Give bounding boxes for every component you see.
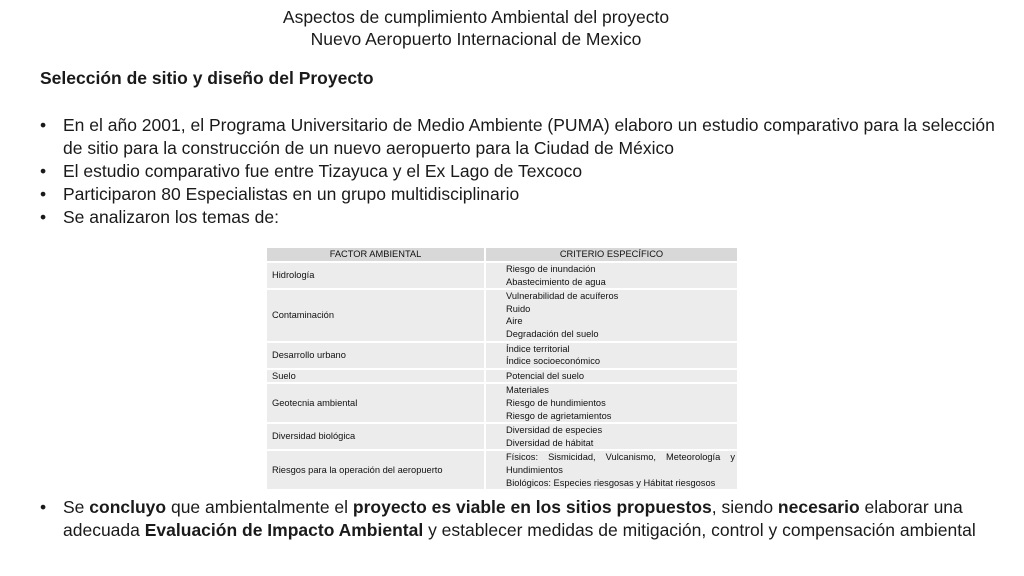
criteria-cell — [485, 450, 738, 490]
conclusion-text: que ambientalmente el — [166, 497, 353, 517]
criterion: Aire — [506, 316, 523, 327]
factor-cell: Suelo — [266, 369, 485, 384]
environmental-factors-table — [265, 246, 739, 491]
bullet-item: • En el año 2001, el Programa Universitario de Medio Ambiente (PUMA) elaboro un estudio comparativo para la selección de sitio para la construcción de un nuevo aeropuerto para la Ciudad de México — [40, 114, 1000, 160]
criteria-cell — [485, 383, 738, 423]
bullet-item: • El estudio comparativo fue entre Tizayuca y el Ex Lago de Texcoco — [40, 160, 1000, 183]
conclusion-bold: Evaluación de Impacto Ambiental — [144, 520, 424, 540]
criterion: Vulnerabilidad de acuíferos — [506, 291, 619, 302]
title-line-1: Aspectos de cumplimiento Ambiental del proyecto — [282, 7, 670, 27]
table-row — [266, 383, 738, 423]
criterion: Diversidad de especies — [506, 425, 603, 436]
criterion: Abastecimiento de agua — [506, 276, 606, 287]
criterion: Riesgo de inundación — [506, 264, 596, 274]
criteria-cell — [485, 289, 738, 341]
bullet-list — [40, 114, 1000, 229]
table-row — [266, 450, 738, 490]
criterion: Diversidad de hábitat — [506, 437, 594, 448]
conclusion-text: Se — [63, 497, 90, 517]
header-factor: FACTOR AMBIENTAL — [266, 247, 485, 262]
slide-title — [0, 6, 952, 50]
criteria-cell — [485, 262, 738, 289]
section-heading: Selección de sitio y diseño del Proyecto — [40, 68, 374, 88]
bullet-item: • Participaron 80 Especialistas en un grupo multidisciplinario — [40, 183, 1000, 206]
factor-cell: Geotecnia ambiental — [266, 383, 485, 423]
conclusion-bold: necesario — [777, 497, 860, 517]
criterion: Biológicos: Especies riesgosas y Hábitat riesgosos — [506, 477, 716, 488]
criterion: Potencial del suelo — [506, 370, 585, 381]
table-row — [266, 262, 738, 289]
conclusion-list — [40, 496, 1000, 542]
factor-cell: Hidrología — [266, 262, 485, 289]
table-header-row — [266, 247, 738, 262]
factor-cell: Desarrollo urbano — [266, 342, 485, 369]
bullet-item: • Se analizaron los temas de: — [40, 206, 1000, 229]
criteria-cell — [485, 423, 738, 450]
criterion: Ruido — [506, 303, 531, 314]
header-criteria: CRITERIO ESPECÍFICO — [485, 247, 738, 262]
table-row — [266, 423, 738, 450]
table-row — [266, 342, 738, 369]
criterion: Índice territorial — [506, 343, 570, 354]
criterion: Índice socioeconómico — [506, 356, 601, 367]
criterion: Degradación del suelo — [506, 328, 599, 339]
factor-cell: Diversidad biológica — [266, 423, 485, 450]
conclusion-text: elaborar una adecuada — [63, 497, 963, 540]
factor-cell: Riesgos para la operación del aeropuerto — [266, 450, 485, 490]
factor-cell: Contaminación — [266, 289, 485, 341]
conclusion-bold: proyecto es viable en los sitios propuestos — [352, 497, 712, 517]
table-row — [266, 289, 738, 341]
criterion: Físicos: Sismicidad, Vulcanismo, Meteorología y Hundimientos — [506, 452, 735, 475]
title-line-2: Nuevo Aeropuerto Internacional de Mexico — [310, 29, 642, 49]
criterion: Riesgo de agrietamientos — [506, 410, 612, 421]
criterion: Materiales — [506, 385, 549, 396]
table-row — [266, 369, 738, 384]
conclusion-text: , siendo — [711, 497, 778, 517]
criterion: Riesgo de hundimientos — [506, 397, 606, 408]
conclusion-item — [40, 496, 1000, 542]
conclusion-text: y establecer medidas de mitigación, control y compensación ambiental — [423, 520, 976, 540]
criteria-cell — [485, 369, 738, 384]
criteria-cell — [485, 342, 738, 369]
conclusion-bold: concluyo — [89, 497, 167, 517]
